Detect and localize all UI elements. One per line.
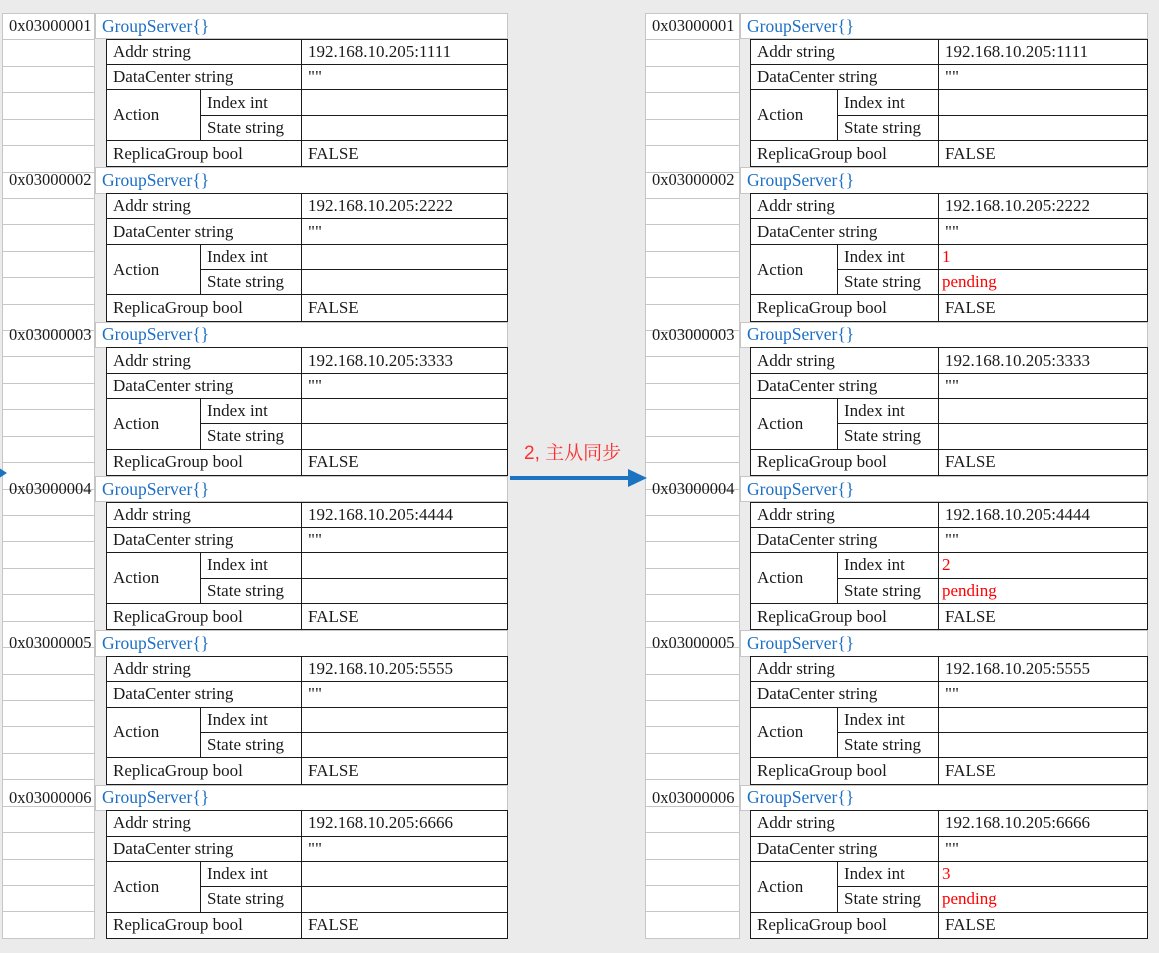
field-label-action: Action (751, 90, 838, 141)
groupserver-block (645, 476, 1148, 630)
field-label-addr: Addr string (751, 348, 939, 373)
struct-fields-table (106, 502, 508, 631)
field-label-replicagroup: ReplicaGroup bool (751, 913, 939, 938)
field-label-action: Action (751, 708, 838, 759)
field-value-datacenter: "" (302, 682, 507, 707)
struct-header-cell (740, 476, 1148, 502)
groupserver-block (645, 785, 1148, 939)
field-value-state: pending (939, 270, 1147, 295)
field-value-replicagroup: FALSE (308, 606, 359, 626)
field-label-addr: Addr string (107, 40, 302, 65)
struct-header-cell (740, 13, 1148, 39)
field-label-action: Action (751, 245, 838, 296)
field-label-datacenter: DataCenter string (751, 374, 939, 399)
field-label-datacenter: DataCenter string (107, 682, 302, 707)
field-value-index (302, 90, 507, 115)
field-value-replicagroup: FALSE (308, 915, 359, 935)
field-value-replicagroup: FALSE (945, 143, 996, 163)
struct-name: GroupServer{} (102, 633, 210, 653)
field-value-state (302, 424, 507, 449)
struct-header-cell (95, 630, 508, 656)
field-label-replicagroup: ReplicaGroup bool (107, 141, 302, 166)
field-value-replicagroup: FALSE (308, 143, 359, 163)
struct-name: GroupServer{} (747, 633, 855, 653)
field-label-state: State string (838, 887, 939, 912)
field-label-action: Action (107, 90, 201, 141)
sync-arrow-label: 2, 主从同步 (524, 443, 622, 464)
field-label-datacenter: DataCenter string (751, 528, 939, 553)
memory-address: 0x03000005 (9, 633, 92, 653)
field-value-index (302, 862, 507, 887)
field-label-replicagroup: ReplicaGroup bool (751, 450, 939, 475)
groupserver-block (2, 785, 508, 939)
field-value-index (939, 90, 1147, 115)
field-value-state (939, 424, 1147, 449)
field-label-addr: Addr string (107, 657, 302, 682)
field-label-replicagroup: ReplicaGroup bool (107, 295, 302, 320)
field-value-datacenter: "" (302, 219, 507, 244)
struct-name: GroupServer{} (747, 787, 855, 808)
field-label-index: Index int (838, 245, 939, 270)
left-edge-arrowhead-icon (0, 466, 7, 480)
field-value-addr: 192.168.10.205:3333 (302, 348, 507, 373)
field-value-state (939, 733, 1147, 758)
field-value-datacenter: "" (939, 65, 1147, 90)
field-label-addr: Addr string (107, 348, 302, 373)
field-label-datacenter: DataCenter string (107, 65, 302, 90)
field-value-addr: 192.168.10.205:6666 (939, 811, 1147, 836)
struct-header-cell (740, 630, 1148, 656)
field-value-index (302, 553, 507, 578)
field-label-action: Action (107, 708, 201, 759)
field-value-index: 2 (939, 553, 1147, 578)
struct-header-cell (95, 785, 508, 811)
struct-header-cell (95, 476, 508, 502)
struct-name: GroupServer{} (102, 324, 210, 345)
groupserver-block (2, 167, 508, 321)
field-label-addr: Addr string (107, 194, 302, 219)
field-label-action: Action (751, 399, 838, 450)
field-label-state: State string (201, 733, 302, 758)
field-label-replicagroup: ReplicaGroup bool (107, 758, 302, 783)
field-value-datacenter: "" (302, 837, 507, 862)
field-value-state (302, 116, 507, 141)
field-value-state: pending (939, 887, 1147, 912)
field-label-datacenter: DataCenter string (107, 528, 302, 553)
struct-fields-table (106, 347, 508, 476)
sync-arrow (510, 438, 648, 488)
field-label-index: Index int (201, 553, 302, 578)
field-label-index: Index int (201, 245, 302, 270)
struct-header-cell (740, 322, 1148, 348)
groupserver-block (2, 476, 508, 630)
field-label-state: State string (838, 270, 939, 295)
field-label-datacenter: DataCenter string (107, 374, 302, 399)
struct-header-cell (95, 322, 508, 348)
field-label-state: State string (838, 424, 939, 449)
arrow-line (510, 476, 630, 480)
field-value-replicagroup: FALSE (945, 760, 996, 780)
struct-name: GroupServer{} (747, 478, 855, 499)
field-value-datacenter: "" (939, 837, 1147, 862)
field-label-replicagroup: ReplicaGroup bool (107, 913, 302, 938)
field-value-datacenter: "" (302, 374, 507, 399)
field-label-action: Action (751, 862, 838, 913)
memory-address: 0x03000006 (9, 787, 92, 807)
memory-address: 0x03000002 (652, 170, 735, 190)
struct-fields-table (106, 810, 508, 939)
field-value-addr: 192.168.10.205:5555 (939, 657, 1147, 682)
struct-header-cell (740, 785, 1148, 811)
field-label-state: State string (201, 270, 302, 295)
memory-address: 0x03000004 (652, 478, 735, 498)
struct-header-cell (740, 167, 1148, 193)
struct-fields-table (750, 347, 1148, 476)
field-label-index: Index int (201, 399, 302, 424)
memory-address: 0x03000002 (9, 170, 92, 190)
groupserver-block (645, 322, 1148, 476)
field-label-action: Action (107, 399, 201, 450)
field-label-replicagroup: ReplicaGroup bool (751, 604, 939, 629)
field-value-index (302, 708, 507, 733)
struct-header-cell (95, 167, 508, 193)
field-label-state: State string (201, 424, 302, 449)
field-label-addr: Addr string (107, 503, 302, 528)
field-value-replicagroup: FALSE (945, 452, 996, 472)
field-value-datacenter: "" (939, 374, 1147, 399)
field-value-state (302, 579, 507, 604)
field-value-replicagroup: FALSE (308, 452, 359, 472)
field-label-state: State string (201, 579, 302, 604)
field-label-index: Index int (201, 862, 302, 887)
field-label-addr: Addr string (751, 40, 939, 65)
field-value-addr: 192.168.10.205:2222 (302, 194, 507, 219)
field-value-addr: 192.168.10.205:1111 (302, 40, 507, 65)
field-value-datacenter: "" (302, 528, 507, 553)
field-value-addr: 192.168.10.205:2222 (939, 194, 1147, 219)
field-value-replicagroup: FALSE (945, 915, 996, 935)
field-label-action: Action (751, 553, 838, 604)
struct-fields-table (750, 193, 1148, 322)
field-value-addr: 192.168.10.205:4444 (302, 503, 507, 528)
panel-before-sync (2, 13, 508, 939)
field-value-index (302, 245, 507, 270)
memory-address: 0x03000005 (652, 633, 735, 653)
field-label-action: Action (107, 553, 201, 604)
struct-name: GroupServer{} (102, 478, 210, 499)
field-value-replicagroup: FALSE (945, 297, 996, 317)
struct-fields-table (106, 39, 508, 168)
field-value-addr: 192.168.10.205:4444 (939, 503, 1147, 528)
groupserver-block (645, 13, 1148, 167)
field-label-state: State string (838, 579, 939, 604)
field-label-addr: Addr string (751, 194, 939, 219)
field-value-replicagroup: FALSE (308, 760, 359, 780)
struct-fields-table (750, 656, 1148, 785)
field-label-index: Index int (201, 708, 302, 733)
field-value-datacenter: "" (939, 528, 1147, 553)
panel-after-sync (645, 13, 1148, 939)
field-value-addr: 192.168.10.205:5555 (302, 657, 507, 682)
field-value-index (302, 399, 507, 424)
field-value-state (302, 733, 507, 758)
struct-fields-table (750, 810, 1148, 939)
field-label-replicagroup: ReplicaGroup bool (751, 758, 939, 783)
groupserver-block (2, 630, 508, 784)
struct-header-cell (95, 13, 508, 39)
memory-address: 0x03000003 (652, 324, 735, 344)
field-label-index: Index int (838, 708, 939, 733)
field-label-datacenter: DataCenter string (107, 837, 302, 862)
field-label-index: Index int (838, 399, 939, 424)
field-value-index: 1 (939, 245, 1147, 270)
field-value-datacenter: "" (939, 682, 1147, 707)
field-label-state: State string (201, 887, 302, 912)
struct-name: GroupServer{} (102, 170, 210, 191)
memory-address: 0x03000006 (652, 787, 735, 807)
field-label-datacenter: DataCenter string (751, 682, 939, 707)
field-label-index: Index int (838, 862, 939, 887)
memory-address: 0x03000001 (9, 16, 92, 35)
field-value-index (939, 708, 1147, 733)
field-value-addr: 192.168.10.205:3333 (939, 348, 1147, 373)
field-label-state: State string (201, 116, 302, 141)
field-label-addr: Addr string (751, 503, 939, 528)
field-label-datacenter: DataCenter string (107, 219, 302, 244)
struct-fields-table (106, 193, 508, 322)
field-value-datacenter: "" (939, 219, 1147, 244)
field-label-replicagroup: ReplicaGroup bool (751, 141, 939, 166)
field-value-index (939, 399, 1147, 424)
arrow-head-icon (628, 469, 647, 487)
field-label-index: Index int (838, 90, 939, 115)
field-value-state (939, 116, 1147, 141)
struct-fields-table (750, 502, 1148, 631)
field-label-action: Action (107, 245, 201, 296)
groupserver-block (645, 167, 1148, 321)
field-value-datacenter: "" (302, 65, 507, 90)
field-label-state: State string (838, 116, 939, 141)
field-label-index: Index int (201, 90, 302, 115)
struct-name: GroupServer{} (747, 15, 855, 36)
memory-address: 0x03000003 (9, 324, 92, 344)
field-value-replicagroup: FALSE (308, 297, 359, 317)
memory-address: 0x03000001 (652, 16, 735, 35)
field-label-addr: Addr string (751, 657, 939, 682)
field-value-addr: 192.168.10.205:1111 (939, 40, 1147, 65)
field-label-replicagroup: ReplicaGroup bool (751, 295, 939, 320)
field-value-state (302, 270, 507, 295)
field-value-addr: 192.168.10.205:6666 (302, 811, 507, 836)
field-label-state: State string (838, 733, 939, 758)
field-label-replicagroup: ReplicaGroup bool (107, 450, 302, 475)
groupserver-block (2, 13, 508, 167)
groupserver-block (645, 630, 1148, 784)
field-value-index: 3 (939, 862, 1147, 887)
struct-name: GroupServer{} (102, 15, 210, 36)
field-label-datacenter: DataCenter string (751, 219, 939, 244)
field-label-addr: Addr string (107, 811, 302, 836)
field-value-state: pending (939, 579, 1147, 604)
field-label-addr: Addr string (751, 811, 939, 836)
struct-name: GroupServer{} (102, 787, 210, 808)
groupserver-block (2, 322, 508, 476)
field-label-replicagroup: ReplicaGroup bool (107, 604, 302, 629)
memory-address: 0x03000004 (9, 478, 92, 498)
struct-name: GroupServer{} (747, 170, 855, 191)
field-value-replicagroup: FALSE (945, 606, 996, 626)
struct-fields-table (106, 656, 508, 785)
field-label-datacenter: DataCenter string (751, 837, 939, 862)
field-label-index: Index int (838, 553, 939, 578)
struct-name: GroupServer{} (747, 324, 855, 345)
field-value-state (302, 887, 507, 912)
field-label-action: Action (107, 862, 201, 913)
field-label-datacenter: DataCenter string (751, 65, 939, 90)
struct-fields-table (750, 39, 1148, 168)
